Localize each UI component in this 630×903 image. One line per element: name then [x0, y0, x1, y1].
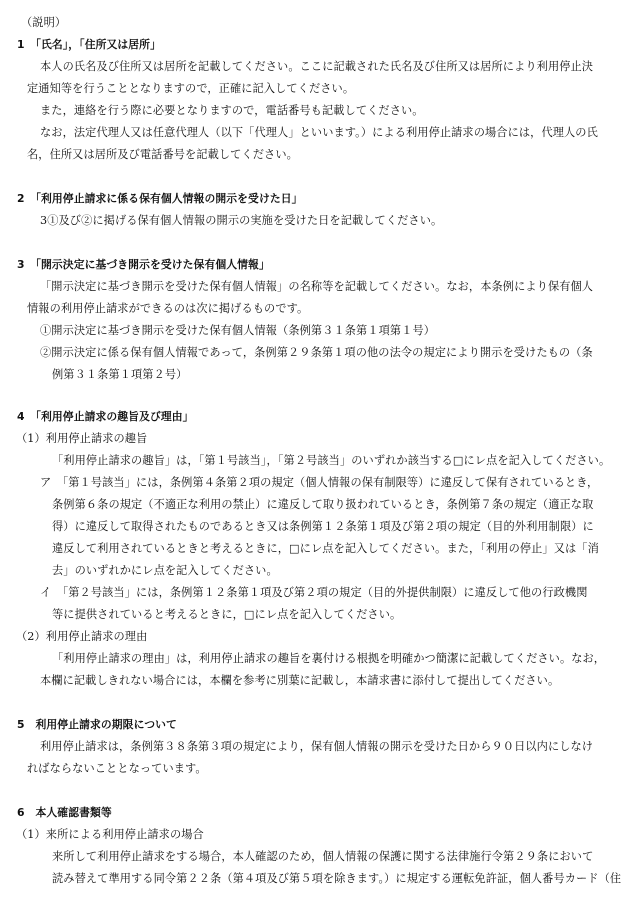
section-3-line: ①開示決定に基づき開示を受けた保有個人情報（条例第３１条第１項第１号）: [40, 324, 436, 337]
section-3-heading: 3 「開示決定に基づき開示を受けた保有個人情報」: [17, 258, 270, 271]
section-5-line: ればならないこととなっています。: [27, 762, 207, 775]
section-6-subheading: （1）来所による利用停止請求の場合: [16, 828, 204, 841]
section-5-heading: 5 利用停止請求の期限について: [17, 718, 177, 731]
section-4-line: 得）に違反して取得されたものであるとき又は条例第１２条第１項及び第２項の規定（目的外利用制限）に: [52, 520, 594, 533]
section-1-line: 本人の氏名及び住所又は居所を記載してください。ここに記載された氏名及び住所又は居所により利用停止決: [40, 60, 594, 73]
section-4-subheading: （1）利用停止請求の趣旨: [16, 432, 148, 445]
explanation-header: （説明）: [21, 16, 67, 29]
section-6-heading: 6 本人確認書類等: [17, 806, 112, 819]
section-1-line: なお，法定代理人又は任意代理人（以下「代理人」といいます。）による利用停止請求の場合には，代理人の氏: [40, 126, 598, 139]
section-4-line: 条例第６条の規定（不適正な利用の禁止）に違反して取り扱われているとき，条例第７条の規定（適正な取: [52, 498, 594, 511]
section-4-line: イ 「第２号該当」には，条例第１２条第１項及び第２項の規定（目的外提供制限）に違反して他の行政機関: [40, 586, 588, 599]
section-4-line: 等に提供されていると考えるときに，□にレ点を記入してください。: [52, 608, 402, 621]
section-6-line: 読み替えて準用する同令第２２条（第４項及び第５項を除きます。）に規定する運転免許証，個人番号カード（住: [52, 872, 622, 885]
section-3-line: ②開示決定に係る保有個人情報であって，条例第２９条第１項の他の法令の規定により開示を受けたもの（条: [40, 346, 593, 359]
section-1-line: また，連絡を行う際に必要となりますので，電話番号も記載してください。: [40, 104, 424, 117]
section-4-line: 「利用停止請求の趣旨」は，「第１号該当」，「第２号該当」のいずれか該当する□にレ点を記入してください。: [52, 454, 611, 467]
section-6-line: 来所して利用停止請求をする場合，本人確認のため，個人情報の保護に関する法律施行令第２９条において: [52, 850, 594, 863]
section-3-line: 情報の利用停止請求ができるのは次に掲げるものです。: [27, 302, 309, 315]
section-2-heading: 2 「利用停止請求に係る保有個人情報の開示を受けた日」: [17, 192, 303, 205]
section-5-line: 利用停止請求は，条例第３８条第３項の規定により，保有個人情報の開示を受けた日から９０日以内にしなけ: [40, 740, 594, 753]
section-4-line: 去」のいずれかにレ点を記入してください。: [52, 564, 278, 577]
section-4-subheading: （2）利用停止請求の理由: [16, 630, 148, 643]
section-1-line: 定通知等を行うこととなりますので，正確に記入してください。: [27, 82, 355, 95]
section-4-line: 本欄に記載しきれない場合には，本欄を参考に別葉に記載し，本請求書に添付して提出してください。: [40, 674, 560, 687]
section-4-line: 「利用停止請求の理由」は，利用停止請求の趣旨を裏付ける根拠を明確かつ簡潔に記載してください。なお，: [52, 652, 606, 665]
section-3-line: 「開示決定に基づき開示を受けた保有個人情報」の名称等を記載してください。なお，本条例により保有個人: [40, 280, 594, 293]
section-2-line: 3①及び②に掲げる保有個人情報の開示の実施を受けた日を記載してください。: [40, 214, 443, 227]
section-1-line: 名，住所又は居所及び電話番号を記載してください。: [27, 148, 298, 161]
section-3-line: 例第３１条第１項第２号）: [52, 368, 188, 381]
section-4-heading: 4 「利用停止請求の趣旨及び理由」: [17, 410, 194, 423]
section-4-line: ア 「第１号該当」には，条例第４条第２項の規定（個人情報の保有制限等）に違反して保有されているとき，: [40, 476, 599, 489]
section-4-line: 違反して利用されているときと考えるときに，□にレ点を記入してください。また，「利用の停止」又は「消: [52, 542, 599, 555]
section-1-heading: 1 「氏名」，「住所又は居所」: [17, 38, 161, 51]
